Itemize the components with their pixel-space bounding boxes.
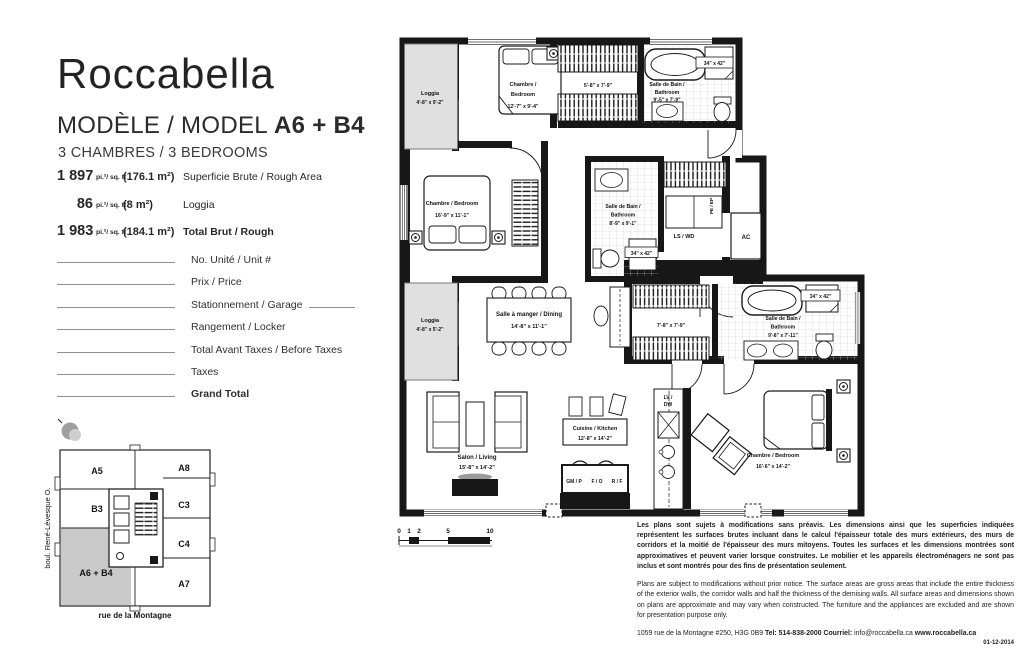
panel-label: PE / EP	[709, 197, 714, 215]
disclaimer-english: Plans are subject to modifications without prior notice. The surface areas are gross areas that include the entire thickness of the exterior walls, the corridor walls and half the thickness of the demising walls. All surface areas and dimensions shown on plans are approximate and may vary when constructed. The furniture and the appliances are excluded and are shown for presentation purpose only.	[637, 581, 1014, 619]
toilet-icon	[816, 334, 833, 341]
chair-icon	[512, 342, 526, 355]
bathroom1-dim: 9'-5" x 7'-9"	[653, 97, 681, 104]
wardrobe-icon	[512, 180, 538, 246]
scale-tick: 1	[407, 528, 411, 535]
tel-label: Tel:	[764, 629, 777, 637]
stool-icon	[590, 397, 603, 416]
loggia-bottom	[405, 283, 458, 380]
form-label: No. Unité / Unit #	[191, 254, 271, 266]
wardrobe-icon	[633, 337, 709, 360]
bathroom-3	[718, 283, 857, 360]
unit-a6b4: A6 + B4	[79, 568, 113, 578]
area-unit: pi.²/ sq. ft	[96, 229, 127, 236]
footer-contact	[637, 630, 1014, 637]
bathroom3-label: Salle de Bain /	[765, 316, 801, 322]
wardrobe-icon	[633, 285, 709, 308]
unit-a5: A5	[91, 466, 103, 476]
area-label: Superficie Brute / Rough Area	[183, 171, 322, 183]
bedroom-2	[409, 176, 538, 250]
coffee-table-icon	[466, 402, 484, 446]
dishwasher-label: LV /	[663, 395, 673, 401]
wardrobe-icon	[558, 45, 638, 72]
chair-icon	[552, 342, 566, 355]
area-value: 1 983	[57, 223, 94, 239]
scale-tick: 0	[397, 528, 401, 535]
form-label: Grand Total	[191, 388, 250, 401]
area-value: 1 897	[57, 168, 94, 184]
wall-light-icon	[492, 231, 505, 244]
stool-icon	[569, 397, 582, 416]
area-label: Total Brut / Rough	[183, 226, 274, 238]
dining-dim: 14'-8" x 11'-1"	[511, 324, 547, 330]
chair-icon	[532, 342, 546, 355]
area-unit: pi.²/ sq. ft	[96, 174, 127, 181]
bedroom3-dim: 16'-6" x 14'-2"	[756, 464, 790, 470]
loggia1-dim: 4'-8" x 9'-2"	[416, 100, 444, 106]
bathroom-2	[591, 162, 658, 276]
loggia-top	[405, 44, 458, 149]
dining-label: Salle à manger / Dining	[495, 312, 563, 318]
form-label: Taxes	[191, 365, 219, 378]
scale-tick: 5	[446, 528, 450, 535]
bedroom3-label: Chambre / Bedroom	[746, 453, 800, 459]
living-dim: 15'-8" x 14'-2"	[459, 465, 495, 471]
tel-number: 514-838-2000	[778, 629, 822, 637]
website: www.roccabella.ca	[914, 629, 977, 637]
desk-chair-icon	[594, 306, 608, 326]
dishwasher-label: DW	[663, 402, 673, 408]
scale-tick: 2	[417, 528, 421, 535]
key-plan	[43, 419, 215, 620]
area-metric: (176.1 m²)	[123, 171, 175, 183]
island-label: F / O	[591, 479, 603, 485]
wall-light-icon	[837, 449, 850, 462]
bedroom2-dim: 16'-9" x 11'-1"	[435, 213, 469, 219]
chair-icon	[492, 342, 506, 355]
unit-b3: B3	[91, 504, 103, 514]
address: 1059 rue de la Montagne #250, H3G 0B9	[637, 629, 764, 637]
island-label: GM / P	[566, 479, 582, 485]
hall-closet-dim: 7'-8" x 7'-9"	[656, 323, 686, 329]
unit-c4: C4	[178, 539, 190, 549]
bathroom-1	[644, 45, 734, 123]
sink-icon	[662, 466, 675, 479]
toilet-icon	[593, 249, 601, 268]
wardrobe-icon	[558, 94, 638, 121]
model-code: A6 + B4	[274, 112, 365, 139]
bathroom1-label: Salle de Bain /	[649, 82, 685, 88]
island-label: R / F	[611, 479, 623, 485]
model-label: MODÈLE / MODEL	[57, 112, 268, 139]
form-label: Total Avant Taxes / Before Taxes	[191, 343, 343, 356]
bedroom1-label: Chambre /	[509, 82, 537, 88]
area-value: 86	[76, 195, 93, 212]
area-label: Loggia	[183, 198, 215, 211]
building-core	[109, 489, 163, 567]
loggia2-name: Loggia	[420, 318, 440, 324]
bedroom2-label: Chambre / Bedroom	[425, 201, 479, 207]
bathroom2-dim: 8'-9" x 9'-1"	[609, 221, 637, 227]
unit-a7: A7	[178, 579, 190, 589]
model-subtitle: 3 CHAMBRES / 3 BEDROOMS	[58, 145, 268, 161]
shower2-dim: 34" x 42"	[630, 251, 653, 257]
shower3-dim: 34" x 42"	[809, 294, 832, 300]
unit-c3: C3	[178, 500, 190, 510]
wall-light-icon	[837, 380, 850, 393]
ac-label: AC	[741, 235, 751, 241]
scale-tick: 10	[486, 528, 494, 535]
loggia2-dim: 4'-8" x 5'-2"	[416, 327, 444, 333]
bathroom3-label: Bathroom	[770, 324, 796, 331]
shower1-dim: 34" x 42"	[703, 61, 726, 67]
bathroom2-label: Salle de Bain /	[605, 204, 641, 210]
closet1-dim: 5'-8" x 7'-9"	[583, 83, 613, 89]
street-bottom-label: rue de la Montagne	[98, 611, 172, 620]
wardrobe-icon	[664, 162, 726, 187]
bathroom3-dim: 9'-8" x 7'-11"	[768, 333, 798, 339]
plan-date: 01-12-2014	[983, 639, 1014, 646]
kitchen-label: Cuisine / Kitchen	[572, 426, 618, 432]
area-unit: pi.²/ sq. ft	[96, 201, 127, 209]
area-metric: (184.1 m²)	[123, 226, 175, 238]
wall-light-icon	[409, 231, 422, 244]
bedroom1-dim: 12'-7" x 9'-4"	[507, 104, 539, 110]
tv-console	[452, 479, 498, 496]
area-metric: (8 m²)	[123, 198, 153, 211]
email-label: Courriel:	[823, 629, 853, 637]
form-label: Stationnement / Garage	[191, 298, 303, 311]
scale-bar	[397, 528, 494, 546]
sink-icon	[662, 446, 675, 459]
living-label: Salon / Living	[457, 455, 497, 461]
email: info@roccabella.ca	[854, 629, 913, 637]
laundry-label: LS / WD	[673, 234, 695, 240]
brand-logo: Roccabella	[57, 50, 275, 97]
disclaimer-french: Les plans sont sujets à modifications sans préavis. Les dimensions ainsi que les superficies indiquées représentent les surfaces brutes incluant dans le calcul l'épaisseur totale des murs extérieurs, des murs de corridors et la moitié de l'épaisseur des murs mitoyens. Toutes les surfaces et les dimensions montrées sont approximatives et peuvent varier lorsque construites. Le mobilier et les appareils électroménagers ne sont pas inclus et sont montrés pour des fins de présentation seulement.	[637, 522, 1014, 570]
dining-table-icon	[487, 298, 571, 342]
form-label: Rangement / Locker	[191, 321, 286, 334]
legal-block	[637, 521, 1014, 646]
bedroom-1	[499, 46, 561, 114]
unit-a8: A8	[178, 463, 190, 473]
bedroom1-label: Bedroom	[510, 92, 536, 98]
kitchen-dim: 12'-8" x 14'-2"	[578, 436, 612, 442]
street-left-label: boul. René-Lévesque O.	[43, 487, 52, 569]
bathroom1-label: Bathroom	[654, 90, 680, 96]
bathroom2-label: Bathroom	[610, 212, 636, 219]
form-label: Prix / Price	[191, 276, 242, 289]
loggia1-name: Loggia	[420, 91, 440, 97]
